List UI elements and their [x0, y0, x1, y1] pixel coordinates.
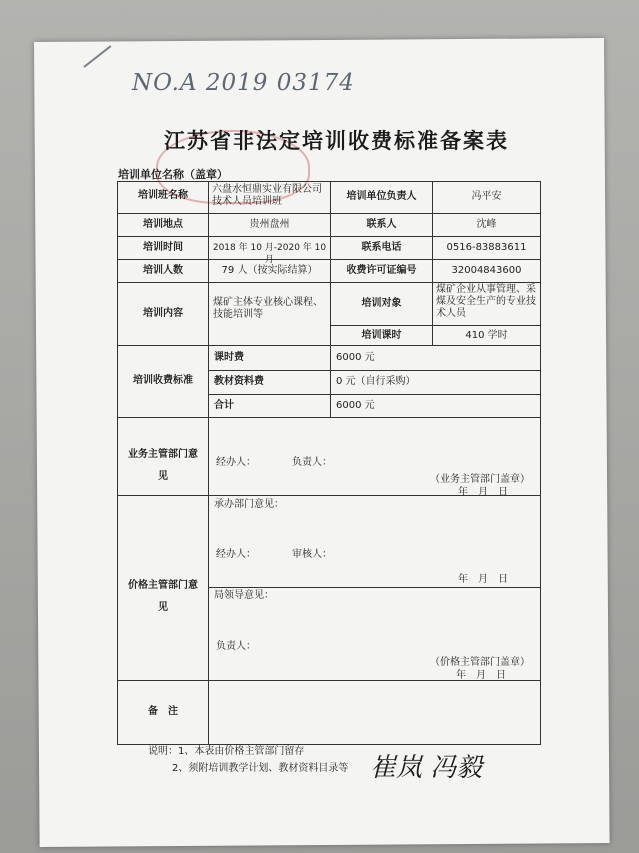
license-value: 32004843600 [451, 265, 522, 276]
contact-label: 联系人 [366, 219, 397, 230]
content-value: 煤矿主体专业核心课程、技能培训等 [213, 297, 323, 320]
row-line [208, 370, 541, 371]
count-label: 培训人数 [143, 265, 183, 276]
target-value: 煤矿企业从事管理、采煤及安全生产的专业技术人员 [436, 284, 536, 319]
row-line [117, 181, 541, 182]
grid-col-3 [432, 181, 433, 345]
serial-number: NO.A 2019 03174 [132, 70, 355, 96]
tuition-value: 6000 元 [336, 352, 375, 363]
count-value: 79 人（按实际结算） [221, 265, 318, 276]
license-label: 收费许可证编号 [346, 265, 417, 276]
row-line [117, 282, 541, 283]
grid-col-fee [330, 345, 331, 417]
biz-date: 年 月 日 [458, 487, 508, 498]
price-reviewer: 审核人： [292, 549, 332, 560]
hours-value: 410 学时 [465, 330, 508, 341]
target-label: 培训对象 [361, 298, 402, 309]
price-handler: 经办人： [216, 549, 256, 560]
row-line [208, 587, 541, 588]
document-title: 江苏省非法定培训收费标准备案表 [164, 129, 509, 153]
price-stamp-note: （价格主管部门盖章） [430, 657, 530, 668]
hours-label: 培训课时 [361, 330, 402, 341]
biz-responsible: 负责人： [292, 457, 332, 468]
row-line [117, 744, 541, 745]
grid-col-2 [330, 181, 331, 345]
row-line [208, 394, 541, 395]
leader-label: 培训单位负责人 [346, 191, 417, 202]
row-line [117, 236, 541, 237]
total-value: 6000 元 [336, 400, 375, 411]
unit-name-label: 培训单位名称（盖章） [118, 168, 228, 181]
leader-value: 冯平安 [471, 191, 502, 202]
biz-stamp-note: （业务主管部门盖章） [430, 474, 530, 485]
border-right [540, 181, 541, 744]
note-2: 2、须附培训教学计划、教材资料目录等 [172, 763, 349, 774]
content-label: 培训内容 [143, 308, 183, 319]
document-sheet [34, 38, 610, 847]
price-responsible: 负责人： [216, 641, 256, 652]
material-value: 0 元（自行采购） [336, 376, 416, 387]
class-name-value: 六盘水恒鼎实业有限公司技术人员培训班 [212, 184, 322, 207]
fee-standard-label: 培训收费标准 [133, 375, 193, 386]
leader-opinion: 局领导意见： [214, 590, 274, 601]
time-label: 培训时间 [143, 242, 183, 253]
row-line [117, 345, 541, 346]
biz-dept-label: 业务主管部门意见 [128, 449, 198, 482]
handwritten-signature: 崔岚 冯毅 [370, 753, 483, 783]
tuition-label: 课时费 [214, 352, 244, 363]
class-name-label: 培训班名称 [138, 190, 188, 201]
price-date-1: 年 月 日 [458, 574, 508, 585]
row-line [117, 417, 541, 418]
location-value: 贵州盘州 [249, 219, 290, 230]
row-line [117, 213, 541, 214]
remarks-label: 备 注 [148, 706, 178, 717]
material-label: 教材资料费 [214, 376, 264, 387]
org-opinion: 承办部门意见： [214, 499, 284, 510]
phone-label: 联系电话 [361, 242, 402, 253]
location-label: 培训地点 [143, 219, 183, 230]
price-date-2: 年 月 日 [456, 670, 506, 681]
total-label: 合计 [214, 400, 234, 411]
note-1: 说明：1、本表由价格主管部门留存 [148, 746, 305, 757]
time-value: 2018 年 10 月-2020 年 10 月 [212, 243, 327, 265]
contact-value: 沈峰 [476, 219, 497, 230]
price-dept-label: 价格主管部门意见 [128, 580, 198, 613]
phone-value: 0516-83883611 [446, 242, 527, 253]
row-line [330, 325, 541, 326]
biz-handler: 经办人： [216, 457, 256, 468]
